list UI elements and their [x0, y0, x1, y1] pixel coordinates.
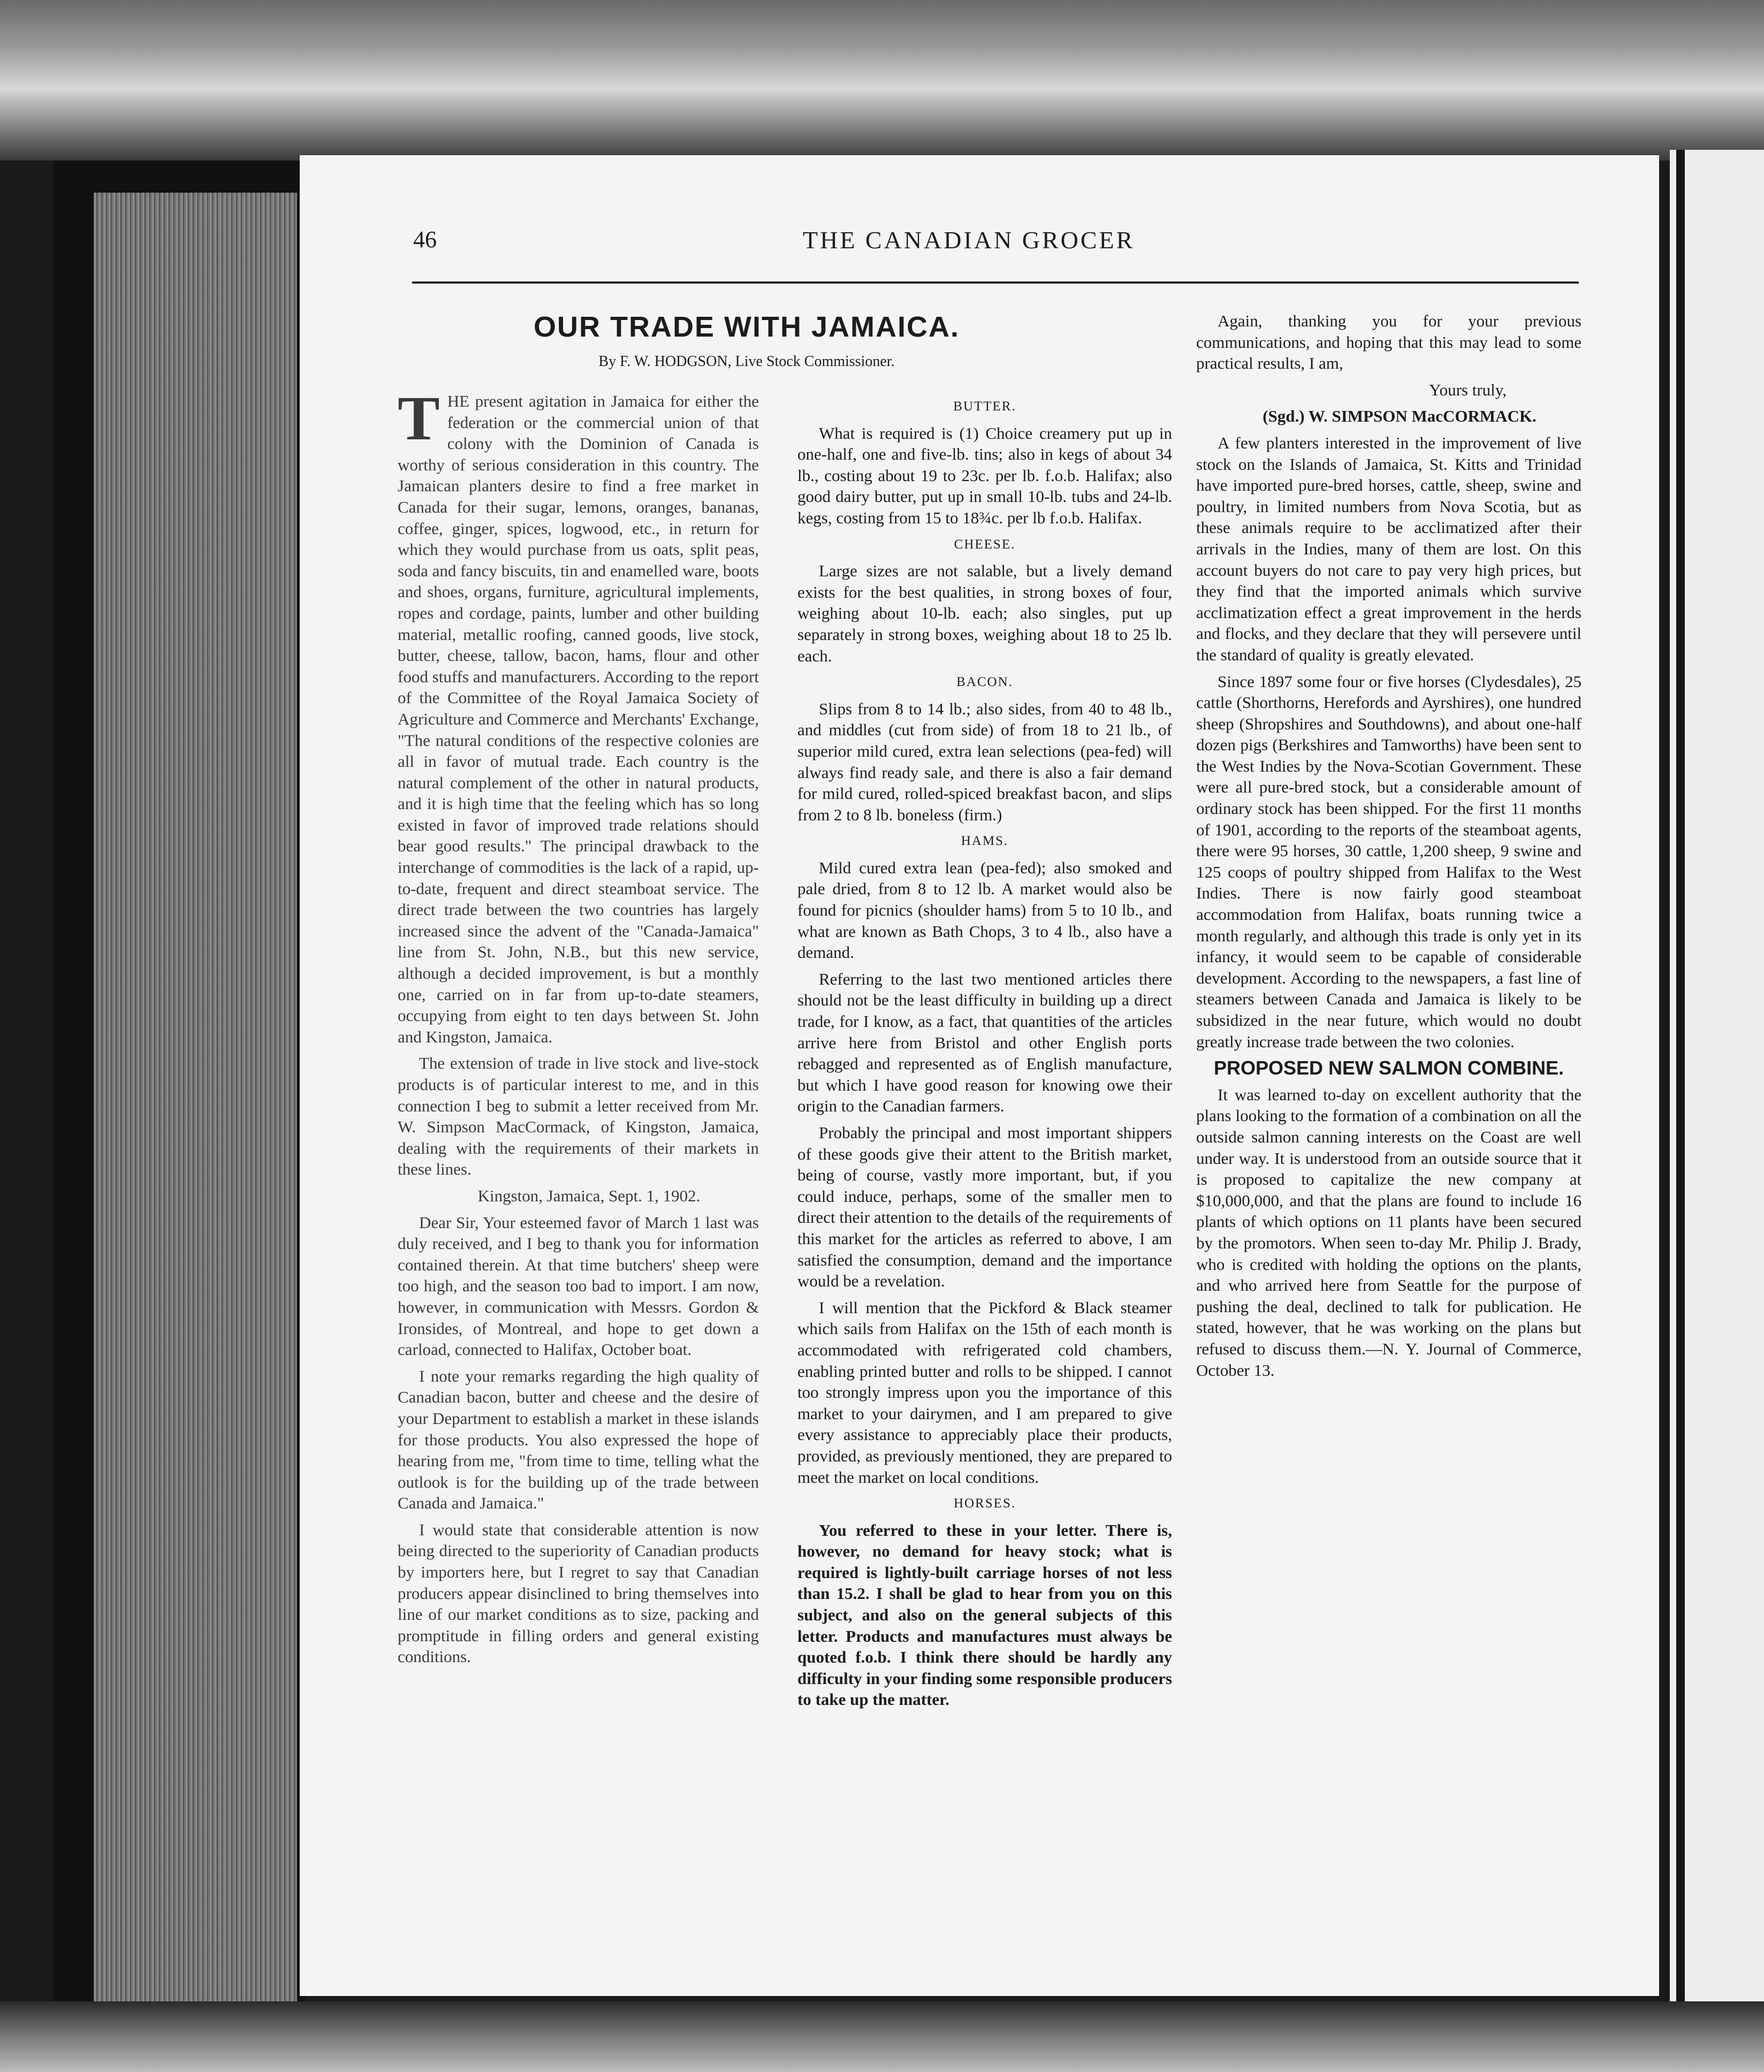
subhead-butter: BUTTER. — [953, 399, 1016, 414]
paragraph-extension: The extension of trade in live stock and live-stock products is of particular interest to me, and in this connection I beg to submit a letter received from Mr. W. Simpson MacCormack, of Kingston, Jamaica, dealing with the requirements of their markets in these lines. — [398, 1054, 759, 1179]
hams-paragraph-3: Probably the principal and most important shippers of these goods give their attent to the British market, being of course, vastly more important, but, if you could induce, perhaps, some of the smaller men to direct their attention to the details of the requirements of this market for the articles as referred to above, I am satisfied the consumption, demand and the importance would be a revelation. — [797, 1123, 1172, 1291]
column-1 — [398, 383, 759, 1673]
article-byline: By F. W. HODGSON, Live Stock Commissioner. — [598, 353, 895, 370]
planters-paragraph: A few planters interested in the improvement of live stock on the Islands of Jamaica, St. Kitts and Trinidad have imported pure-bred horses, cattle, sheep, swine and poultry, in limited numbers from Nova Scotia, but as these animals require to be acclimatized after their arrivals in the Indies, many of them are lost. On this account buyers do not care to pay very high prices, but they find that the imported animals which survive acclimatization effect a great improvement in the herds and flocks, and they declare that they will persevere until the standard of quality is greatly elevated. — [1196, 433, 1581, 664]
butter-paragraph: What is required is (1) Choice creamery put up in one-half, one and five-lb. tins; also in kegs of about 34 lb., costing about 19 to 23c. per lb. f.o.b. Halifax; also good dairy butter, put up in small 10-lb. tubs and 24-lb. kegs, costing from 15 to 18¾c. per lb f.o.b. Halifax. — [797, 423, 1172, 527]
page-stack-edge — [94, 193, 297, 2007]
letter-signature: (Sgd.) W. SIMPSON MacCORMACK. — [1263, 407, 1537, 426]
intro-paragraph: THE present agitation in Jamaica for either the federation or the commercial union of that colony with the Dominion of Canada is worthy of serious consideration in this country. The Jamaican planters desire to find a free market in Canada for their sugar, lemons, oranges, bananas, coffee, ginger, spices, logwood, etc., in return for which they would purchase from us oats, split peas, soda and fancy biscuits, tin and enamelled ware, boots and shoes, organs, furniture, agricultural implements, ropes and cordage, paints, lumber and other building material, metallic roofing, canned goods, live stock, butter, cheese, tallow, bacon, hams, flour and other food stuffs and manufacturers. According to the report of the Committee of the Royal Jamaica Society of Agriculture and Commerce and Merchants' Exchange, "The natural conditions of the respective colonies are all in favor of mutual trade. Each country is the natural complement of the other in natural products, and it is high time that the feeling which has so long existed in favor of improved trade relations should bear good results." The principal drawback to the interchange of commodities is the lack of a rapid, up-to-date, frequent and direct steamboat service. The direct trade between the two countries has largely increased since the advent of the "Canada-Jamaica" line from St. John, N.B., but this new service, although a decided improvement, is but a monthly one, carried on in far from up-to-date steamers, occupying from eight to ten days between St. John and Kingston, Jamaica. — [398, 383, 759, 1046]
letter-paragraph-3: I would state that considerable attention is now being directed to the superiority of Canadian products by importers here, but I regret to say that Canadian producers appear disinclined to bring themselves into line of our market conditions as to size, packing and promptitude in filling orders and general existing conditions. — [398, 1520, 759, 1666]
article-title: OUR TRADE WITH JAMAICA. — [534, 311, 960, 343]
film-border-bottom — [0, 2001, 1764, 2072]
page-number: 46 — [413, 226, 437, 253]
salmon-article-title: PROPOSED NEW SALMON COMBINE. — [1213, 1057, 1564, 1079]
journal-title: THE CANADIAN GROCER — [803, 226, 1135, 254]
closing-paragraph: Again, thanking you for your previous communications, and hoping that this may lead to some practical results, I am, — [1196, 311, 1581, 373]
hams-paragraph-2: Referring to the last two mentioned articles there should not be the least difficulty in building up a direct trade, for I know, as a fact, that quantities of the articles arrive here from Bristol and other English ports rebagged and represented as of English manufacture, but which I have good reason for knowing owe their origin to the Canadian farmers. — [797, 969, 1172, 1116]
salmon-article-body: It was learned to-day on excellent authority that the plans looking to the formation of a combination on all the outside salmon canning interests on the Coast are well under way. It is understood from an outside source that it is proposed to capitalize the new company at $10,000,000, and that the plans are found to include 16 plants of which options on 11 plants have been secured by the promotors. When seen to-day Mr. Philip J. Brady, who is credited with holding the options on the plants, and who arrived here from Seattle for the purpose of pushing the deal, declined to talk for publication. He stated, however, that he was working on the plans but refused to discuss them.—N. Y. Journal of Commerce, October 13. — [1196, 1085, 1581, 1380]
column-3 — [1196, 310, 1581, 1386]
since-1897-paragraph: Since 1897 some four or five horses (Clydesdales), 25 cattle (Shorthorns, Herefords and Ayrshires), one hundred sheep (Shropshires and Southdowns), and about one-half dozen pigs (Berkshires and Tamworths) have been sent to the West Indies by the Nova-Scotian Government. These were all pure-bred stock, but a considerable amount of ordinary stock has been shipped. For the first 11 months of 1901, according to the reports of the steamboat agents, there were 95 horses, 30 cattle, 1,200 sheep, 9 swine and 125 coops of poultry shipped from Halifax to the West Indies. There is now fairly good steamboat accommodation from Halifax, boats running twice a month regularly, and although this trade is only yet in its infancy, it would seem to be capable of considerable development. According to the newspapers, a fast line of steamers between Canada and Jamaica is likely to be subsidized in the near future, which would no doubt greatly increase trade between the two colonies. — [1196, 672, 1581, 1051]
yours-truly: Yours truly, — [1429, 380, 1507, 399]
horses-paragraph: You referred to these in your letter. There is, however, no demand for heavy stock; what is required is lightly-built carriage horses of not less than 15.2. I shall be glad to hear from you on this subject, and also on the general subjects of this letter. Products and manufactures must always be quoted f.o.b. I think there should be hardly any difficulty in your finding some responsible producers to take up the matter. — [797, 1520, 1172, 1709]
subhead-horses: HORSES. — [953, 1496, 1016, 1511]
letter-dateline: Kingston, Jamaica, Sept. 1, 1902. — [477, 1186, 701, 1205]
column-2 — [797, 396, 1172, 1716]
subhead-cheese: CHEESE. — [954, 537, 1016, 552]
bacon-paragraph: Slips from 8 to 14 lb.; also sides, from 40 to 48 lb., and middles (cut from side) of from 18 to 21 lb., of superior mild cured, extra lean selections (pea-fed) will always find ready sale, and there is also a fair demand for mild cured, rolled-spiced breakfast bacon, and slips from 2 to 8 lb. boneless (firm.) — [797, 699, 1172, 824]
subhead-hams: HAMS. — [961, 834, 1009, 849]
hams-paragraph-4: I will mention that the Pickford & Black steamer which sails from Halifax on the 15th of each month is accommodated with refrigerated cold chambers, enabling printed butter and rolls to be shipped. I cannot too strongly impress upon you the importance of this market to your dairymen, and I am prepared to give every assistance to appreciably place their products, provided, as previously mentioned, they are prepared to meet the market on local conditions. — [797, 1298, 1172, 1487]
cheese-paragraph: Large sizes are not salable, but a lively demand exists for the best qualities, in strong boxes of four, weighing about 10-lb. each; also singles, put up separately in strong boxes, weighing about 18 to 25 lb. each. — [797, 561, 1172, 665]
hams-paragraph-1: Mild cured extra lean (pea-fed); also smoked and pale dried, from 8 to 12 lb. A market would also be found for picnics (shoulder hams) from 5 to 10 lb., and what are known as Bath Chops, 3 to 4 lb., also have a demand. — [797, 858, 1172, 962]
header-rule — [412, 281, 1579, 284]
letter-paragraph-1: Dear Sir, Your esteemed favor of March 1 last was duly received, and I beg to thank you for information contained therein. At that time butchers' sheep were too high, and the season too bad to import. I am now, however, in communication with Messrs. Gordon & Ironsides, of Montreal, and hope to get down a carload, connected to Halifax, October boat. — [398, 1213, 759, 1359]
film-border-top — [0, 0, 1764, 161]
letter-paragraph-2: I note your remarks regarding the high quality of Canadian bacon, butter and cheese and the desire of your Department to establish a market in these islands for those products. You also expressed the hope of hearing from me, "from time to time, telling what the outlook is for the building up of the trade between Canada and Jamaica." — [398, 1366, 759, 1513]
subhead-bacon: BACON. — [956, 675, 1013, 690]
drop-cap: T — [398, 383, 440, 453]
facing-page-edge — [1670, 150, 1764, 2007]
newspaper-page — [300, 155, 1659, 1996]
